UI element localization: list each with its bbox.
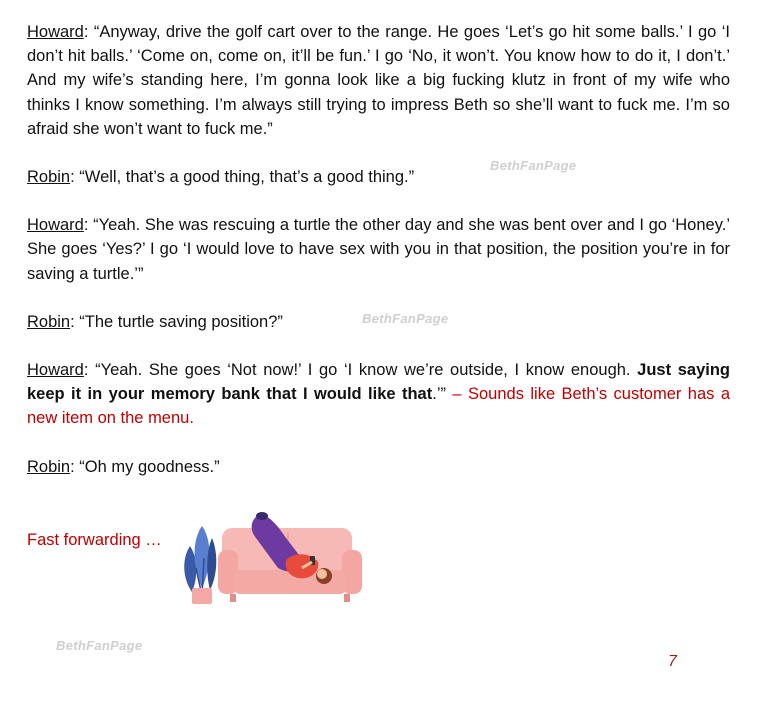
dialogue-text: : “Anyway, drive the golf cart over to the range. He goes ‘Let’s go hit some balls.’ I go ‘I don’t hit balls.’ ‘Come on, come on, it’ll be fun.’ I go ‘No, it won’t. You know how to do it, I don’t.’ And my wife’s standing here, I’m gonna look like a big fucking klutz in front of my wife who thinks I know something. I’m always still trying to impress Beth so she’ll want to fuck me. I’m so afraid she won’t want to fuck me.” [27, 23, 730, 138]
watermark: BethFanPage [56, 638, 143, 653]
watermark: BethFanPage [490, 158, 577, 173]
speaker-name: Howard [27, 23, 84, 41]
dialogue-paragraph [27, 165, 730, 189]
speaker-name: Howard [27, 361, 84, 380]
bold-quote: Just saying keep it in your memory bank that I would like that [27, 361, 730, 404]
dialogue-text: : “Oh my goodness.” [70, 457, 220, 476]
page-number: 7 [668, 653, 677, 670]
speaker-name: Howard [27, 216, 84, 235]
fast-forward-label: Fast forwarding … [27, 531, 162, 549]
commentary-text: – Sounds like Beth’s customer has a new item on the menu. [27, 385, 730, 428]
dialogue-paragraph [27, 455, 730, 479]
dialogue-paragraph [27, 20, 730, 141]
dialogue-text: : “The turtle saving position?” [70, 312, 283, 331]
speaker-name: Robin [27, 168, 71, 187]
speaker-name: Robin [27, 312, 71, 331]
dialogue-text: : “Yeah. She goes ‘Not now!’ I go ‘I know we’re outside, I know enough. [83, 361, 638, 380]
dialogue-text: : “Yeah. She was rescuing a turtle the other day and she was bent over and I go ‘Honey.’ She goes ‘Yes?’ I go ‘I would love to have sex with you in that position, the position you’re in for saving a turtle.’” [27, 216, 730, 283]
dialogue-paragraph [27, 213, 730, 286]
dialogue-paragraph [27, 358, 730, 431]
plant-icon [184, 526, 216, 604]
watermark: BethFanPage [362, 311, 449, 326]
dialogue-tail: .’” [432, 385, 446, 404]
dialogue-text: : “Well, that’s a good thing, that’s a good thing.” [70, 168, 415, 187]
transcript-page [27, 20, 730, 503]
speaker-name: Robin [27, 457, 71, 476]
sofa-illustration [178, 508, 373, 610]
